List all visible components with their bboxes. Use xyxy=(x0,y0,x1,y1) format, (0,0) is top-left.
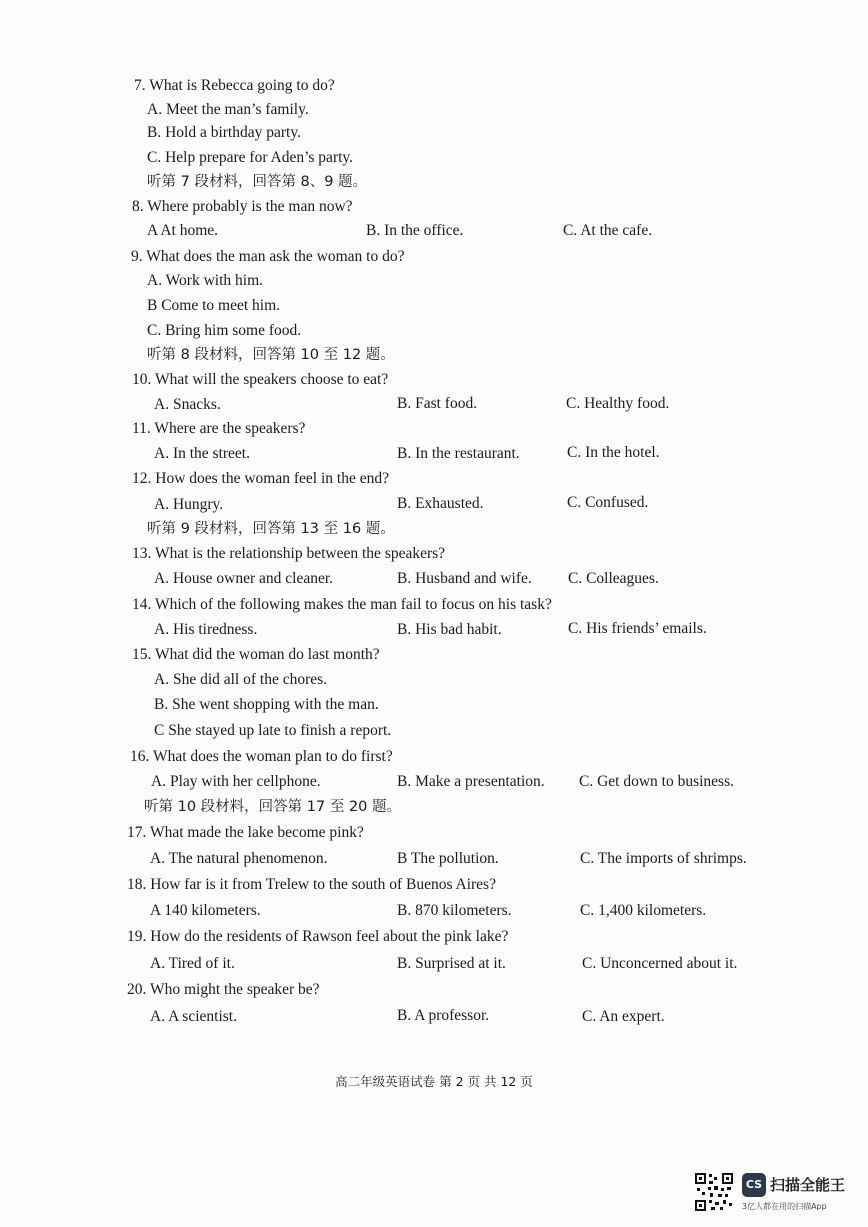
camscanner-logo-icon: CS xyxy=(742,1173,766,1197)
question-line: B The pollution. xyxy=(397,850,499,867)
question-line: C. In the hotel. xyxy=(567,444,660,461)
question-line: A At home. xyxy=(147,222,219,239)
question-line: 9. What does the man ask the woman to do? xyxy=(131,248,405,265)
question-line: 11. Where are the speakers? xyxy=(132,420,306,437)
question-line: 18. How far is it from Trelew to the south of Buenos Aires? xyxy=(127,876,496,893)
question-line: 7. What is Rebecca going to do? xyxy=(134,77,335,94)
question-line: A. The natural phenomenon. xyxy=(150,850,328,867)
question-line: B. His bad habit. xyxy=(397,621,502,638)
question-line: B. Fast food. xyxy=(397,395,478,412)
question-line: 12. How does the woman feel in the end? xyxy=(132,470,389,487)
question-line: A. Meet the man’s family. xyxy=(147,101,309,118)
question-line: 17. What made the lake become pink? xyxy=(127,824,364,841)
question-line: B. Husband and wife. xyxy=(397,570,532,587)
question-line: A. Play with her cellphone. xyxy=(151,773,321,790)
question-line: 16. What does the woman plan to do first? xyxy=(130,748,393,765)
question-line: B. In the restaurant. xyxy=(397,445,520,462)
question-line: C. Healthy food. xyxy=(566,395,670,412)
question-line: 19. How do the residents of Rawson feel about the pink lake? xyxy=(127,928,509,945)
question-line: A. Hungry. xyxy=(154,496,224,513)
question-line: 14. Which of the following makes the man fail to focus on his task? xyxy=(132,596,552,613)
question-line: A. Snacks. xyxy=(154,396,221,413)
question-line: C. Bring him some food. xyxy=(147,322,302,339)
question-line: 10. What will the speakers choose to eat? xyxy=(132,371,389,388)
question-line: C. An expert. xyxy=(582,1008,665,1025)
question-line: A. A scientist. xyxy=(150,1008,237,1025)
question-line: 13. What is the relationship between the speakers? xyxy=(132,545,446,562)
question-line: C. 1,400 kilometers. xyxy=(580,902,707,919)
qr-code-icon xyxy=(694,1172,734,1212)
question-line: C She stayed up late to finish a report. xyxy=(154,722,392,739)
question-line: A. House owner and cleaner. xyxy=(154,570,334,587)
question-line: C. Get down to business. xyxy=(579,773,734,790)
section-instruction: 听第 8 段材料，回答第 10 至 12 题。 xyxy=(147,347,395,363)
question-line: A. Tired of it. xyxy=(150,955,235,972)
question-line: B. 870 kilometers. xyxy=(397,902,512,919)
camscanner-name: 扫描全能王 xyxy=(770,1176,846,1194)
question-line: A 140 kilometers. xyxy=(150,902,261,919)
section-instruction: 听第 9 段材料，回答第 13 至 16 题。 xyxy=(147,521,395,537)
question-line: B. Make a presentation. xyxy=(397,773,545,790)
question-line: B. Surprised at it. xyxy=(397,955,506,972)
camscanner-tagline: 3亿人都在用的扫描App xyxy=(742,1202,827,1211)
question-line: B. A professor. xyxy=(397,1007,490,1024)
question-line: A. Work with him. xyxy=(147,272,264,289)
question-line: 8. Where probably is the man now? xyxy=(132,198,353,215)
question-line: C. The imports of shrimps. xyxy=(580,850,747,867)
question-line: A. She did all of the chores. xyxy=(154,671,328,688)
question-line: 15. What did the woman do last month? xyxy=(132,646,380,663)
section-instruction: 听第 7 段材料，回答第 8、9 题。 xyxy=(147,174,368,190)
question-line: C. At the cafe. xyxy=(563,222,653,239)
page-footer: 高二年级英语试卷 第 2 页 共 12 页 xyxy=(335,1074,533,1089)
question-line: B. In the office. xyxy=(366,222,464,239)
question-line: C. His friends’ emails. xyxy=(568,620,707,637)
question-line: B. Hold a birthday party. xyxy=(147,124,301,141)
question-line: B. She went shopping with the man. xyxy=(154,696,379,713)
question-line: C. Unconcerned about it. xyxy=(582,955,738,972)
question-line: C. Help prepare for Aden’s party. xyxy=(147,149,354,166)
question-line: B. Exhausted. xyxy=(397,495,484,512)
question-line: C. Colleagues. xyxy=(568,570,659,587)
question-line: C. Confused. xyxy=(567,494,649,511)
question-line: A. His tiredness. xyxy=(154,621,258,638)
question-line: B Come to meet him. xyxy=(147,297,281,314)
section-instruction: 听第 10 段材料，回答第 17 至 20 题。 xyxy=(144,799,402,815)
question-line: 20. Who might the speaker be? xyxy=(127,981,320,998)
question-line: A. In the street. xyxy=(154,445,250,462)
